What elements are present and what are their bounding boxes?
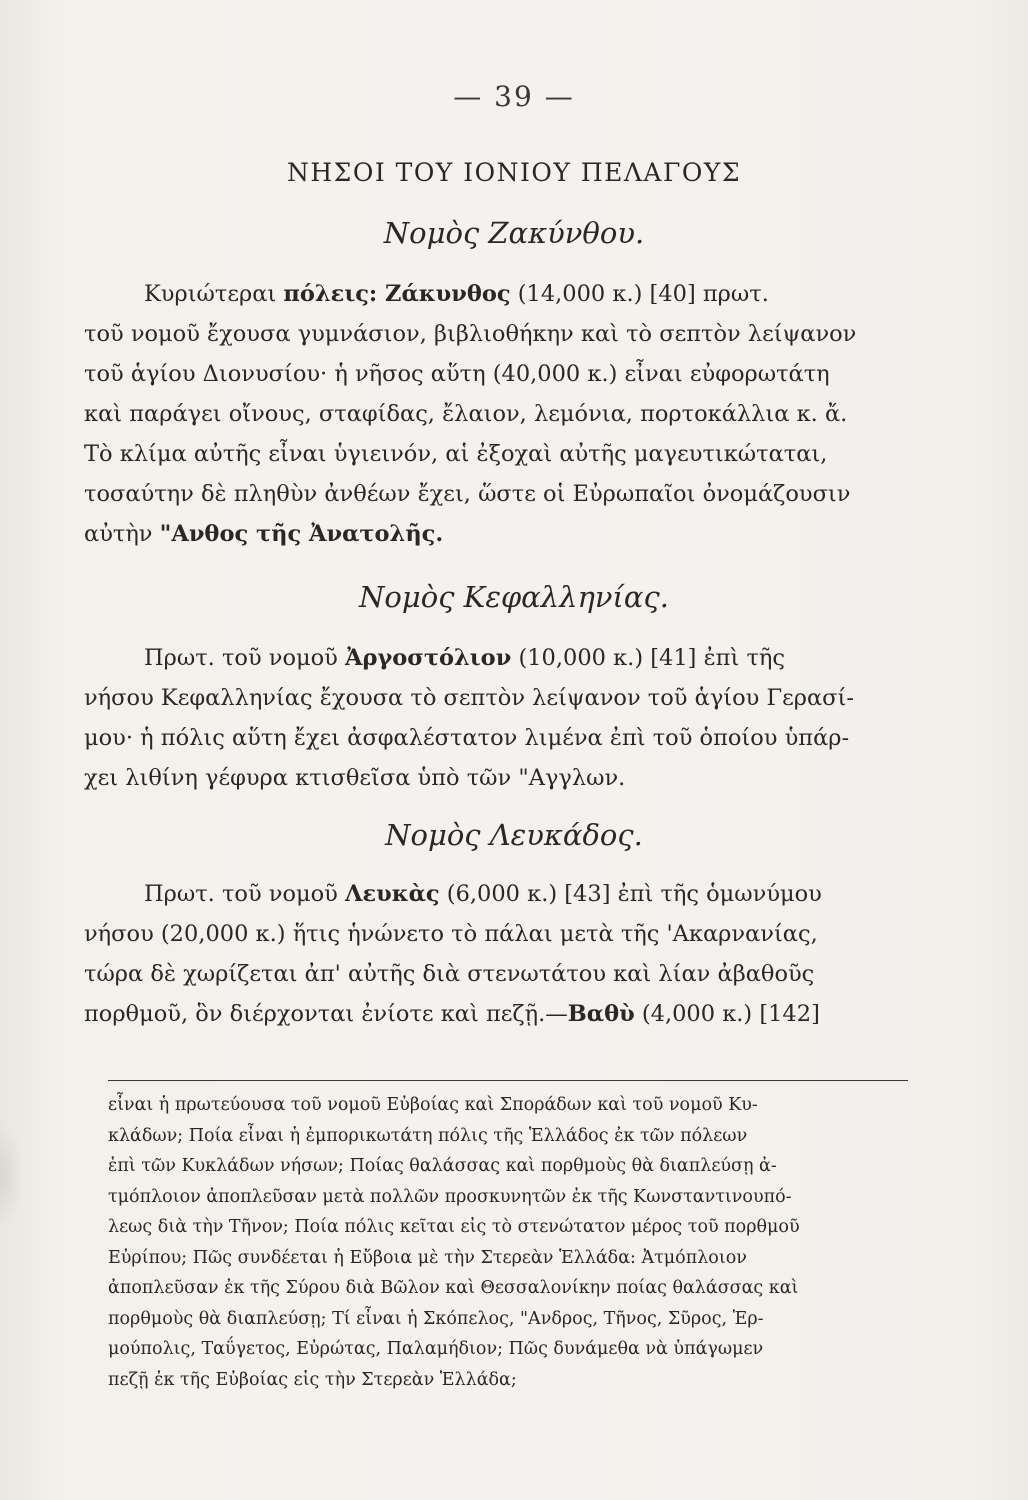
text-line bbox=[84, 994, 914, 1034]
footnote-line: πεζῇ ἐκ τῆς Εὐβοίας εἰς τὴν Στερεὰν Ἑλλάδα; bbox=[108, 1369, 517, 1390]
footnote-divider bbox=[108, 1080, 908, 1081]
text-run: (6,000 κ.) [43] ἐπὶ τῆς ὁμωνύμου bbox=[439, 881, 822, 907]
text-run: νήσου (20,000 κ.) ἥτις ἡνώνετο τὸ πάλαι μετὰ τῆς 'Ακαρνανίας, bbox=[84, 921, 818, 947]
footnote-block bbox=[108, 1090, 918, 1395]
section-text-lefkada bbox=[84, 874, 914, 1034]
page-edge-shadow bbox=[0, 1120, 24, 1230]
page-number: — 39 — bbox=[453, 80, 575, 113]
bold-term: Ἀργοστόλιον bbox=[345, 645, 512, 671]
text-line bbox=[84, 678, 914, 718]
chapter-heading: ΝΗΣΟΙ ΤΟΥ ΙΟΝΙΟΥ ΠΕΛΑΓΟΥΣ bbox=[286, 158, 742, 187]
footnote-line: λεως διὰ τὴν Τῆνον; Ποία πόλις κεῖται εἰς τὸ στενώτατον μέρος τοῦ πορθμοῦ bbox=[108, 1217, 800, 1237]
text-run: πορθμοῦ, ὃν διέρχονται ἐνίοτε καὶ πεζῇ.— bbox=[84, 1001, 568, 1027]
text-line bbox=[84, 954, 914, 994]
footnote-line: ἀποπλεῦσαν ἐκ τῆς Σύρου διὰ Βῶλον καὶ Θεσσαλονίκην ποίας θαλάσσας καὶ bbox=[108, 1278, 799, 1298]
section-text-zakynthos bbox=[84, 274, 914, 554]
text-line bbox=[84, 354, 914, 394]
section-title-zakynthos: Νομὸς Ζακύνθου. bbox=[383, 216, 645, 250]
text-run: τώρα δὲ χωρίζεται ἀπ' αὐτῆς διὰ στενωτάτου καὶ λίαν ἀβαθοῦς bbox=[84, 961, 815, 987]
footnote-line: κλάδων; Ποία εἶναι ἡ ἐμπορικωτάτη πόλις τῆς Ἑλλάδος ἐκ τῶν πόλεων bbox=[108, 1125, 748, 1146]
footnote-line: τμόπλοιον ἀποπλεῦσαν μετὰ πολλῶν προσκυνητῶν ἐκ τῆς Κωνσταντινουπό- bbox=[108, 1186, 792, 1207]
text-run: νήσου Κεφαλληνίας ἔχουσα τὸ σεπτὸν λείψανον τοῦ ἁγίου Γερασί- bbox=[84, 685, 854, 711]
text-run: τοῦ ἁγίου Διονυσίου· ἡ νῆσος αὕτη (40,000 κ.) εἶναι εὐφορωτάτη bbox=[84, 361, 830, 387]
text-run: τοσαύτην δὲ πληθὺν ἀνθέων ἔχει, ὥστε οἱ Εὐρωπαῖοι ὀνομάζουσιν bbox=[84, 481, 851, 507]
text-run: χει λιθίνη γέφυρα κτισθεῖσα ὑπὸ τῶν "Αγγλων. bbox=[84, 765, 626, 791]
text-run: Πρωτ. τοῦ νομοῦ bbox=[144, 881, 345, 907]
text-run: Κυριώτεραι bbox=[144, 281, 284, 307]
footnote-line: μούπολις, Ταΰγετος, Εὐρώτας, Παλαμήδιον; Πῶς δυνάμεθα νὰ ὑπάγωμεν bbox=[108, 1339, 764, 1359]
text-run: αὐτὴν bbox=[84, 521, 160, 547]
text-run: (4,000 κ.) [142] bbox=[634, 1001, 820, 1027]
bold-term: Λευκὰς bbox=[345, 881, 440, 907]
text-run: Τὸ κλίμα αὐτῆς εἶναι ὑγιεινόν, αἱ ἐξοχαὶ αὐτῆς μαγευτικώταται, bbox=[84, 441, 828, 467]
text-line bbox=[84, 758, 914, 798]
section-title-kefallinia: Νομὸς Κεφαλληνίας. bbox=[359, 580, 669, 614]
text-line bbox=[84, 914, 914, 954]
footnote-line: εἶναι ἡ πρωτεύουσα τοῦ νομοῦ Εὐβοίας καὶ Σποράδων καὶ τοῦ νομοῦ Κυ- bbox=[108, 1095, 758, 1115]
text-line bbox=[84, 638, 914, 678]
text-run: καὶ παράγει οἴνους, σταφίδας, ἔλαιον, λεμόνια, πορτοκάλλια κ. ἄ. bbox=[84, 401, 848, 427]
text-line bbox=[84, 394, 914, 434]
footnote-line: πορθμοὺς θὰ διαπλεύσῃ; Τί εἶναι ἡ Σκόπελος, "Ανδρος, Τῆνος, Σῦρος, Ἑρ- bbox=[108, 1308, 764, 1329]
text-line bbox=[84, 874, 914, 914]
text-run: τοῦ νομοῦ ἔχουσα γυμνάσιον, βιβλιοθήκην καὶ τὸ σεπτὸν λείψανον bbox=[84, 321, 857, 347]
text-line bbox=[84, 514, 914, 554]
text-run: (14,000 κ.) [40] πρωτ. bbox=[510, 281, 769, 307]
footnote-line: Εὐρίπου; Πῶς συνδέεται ἡ Εὔβοια μὲ τὴν Στερεὰν Ἑλλάδα: Ἀτμόπλοιον bbox=[108, 1247, 747, 1268]
text-line bbox=[84, 434, 914, 474]
bold-term: πόλεις: Ζάκυνθος bbox=[283, 281, 511, 307]
text-line bbox=[84, 718, 914, 758]
text-run: Πρωτ. τοῦ νομοῦ bbox=[144, 645, 345, 671]
bold-term: "Ανθος τῆς Ἀνατολῆς. bbox=[159, 521, 444, 547]
text-line bbox=[84, 474, 914, 514]
section-text-kefallinia bbox=[84, 638, 914, 798]
section-title-lefkada: Νομὸς Λευκάδος. bbox=[385, 818, 643, 852]
text-run: μου· ἡ πόλις αὕτη ἔχει ἀσφαλέστατον λιμένα ἐπὶ τοῦ ὁποίου ὑπάρ- bbox=[84, 725, 850, 751]
text-line bbox=[84, 274, 914, 314]
text-run: (10,000 κ.) [41] ἐπὶ τῆς bbox=[511, 645, 785, 671]
footnote-line: ἐπὶ τῶν Κυκλάδων νήσων; Ποίας θαλάσσας καὶ πορθμοὺς θὰ διαπλεύσῃ ἀ- bbox=[108, 1156, 777, 1176]
text-line bbox=[84, 314, 914, 354]
bold-term: Βαθὺ bbox=[567, 1001, 635, 1027]
